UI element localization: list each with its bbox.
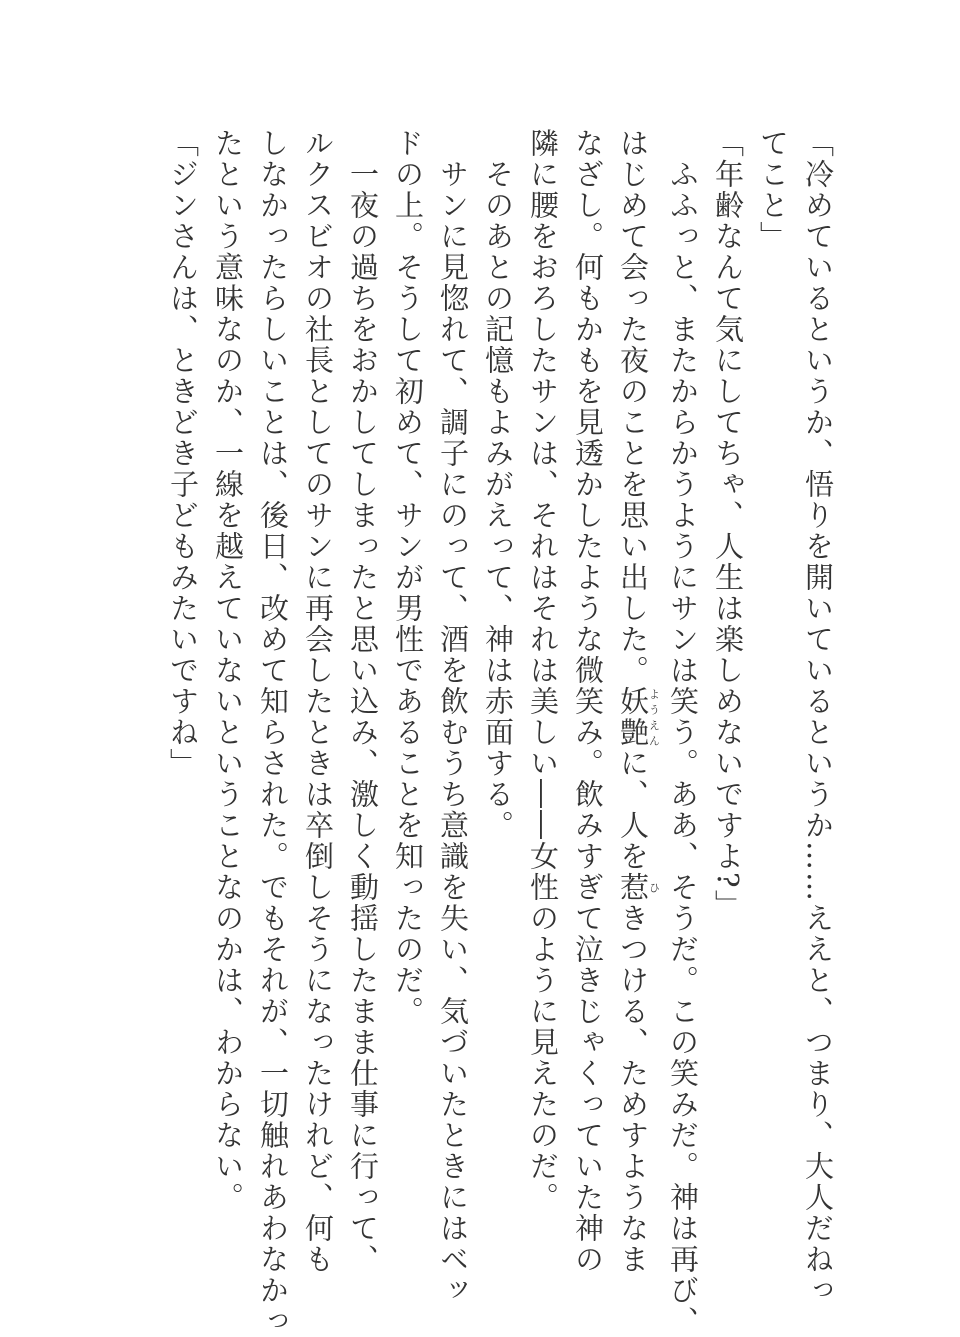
- text-column-7: 隣に腰をおろしたサンは、それはそれは美しい――女性のように見えたのだ。: [526, 128, 560, 1213]
- text-column-6: なざし。何もかもを見透かしたような微笑み。飲みすぎて泣きじゃくっていた神の: [571, 128, 605, 1275]
- text-column-1: 「冷めているというか、悟りを開いているというか……ええと、つまり、大人だねっ: [801, 128, 835, 1306]
- vertical-text-body: [160, 128, 840, 1337]
- text-column-15: 「ジンさんは、ときどき子どもみたいですね」: [166, 128, 200, 779]
- text-column-5: [610, 128, 661, 1275]
- text-column-11: 一夜の過ちをおかしてしまったと思い込み、激しく動揺したまま仕事に行って、: [346, 128, 380, 1275]
- text-column-8: そのあとの記憶もよみがえって、神は赤面する。: [481, 128, 515, 841]
- text-column-14: たという意味なのか、一線を越えていないということなのかは、わからない。: [211, 128, 245, 1213]
- text-column-5-end: きつける、ためすようなま: [616, 903, 650, 1275]
- ruby-hi-base: 惹: [616, 872, 650, 903]
- text-column-12: ルクスビオの社長としてのサンに再会したときは卒倒しそうになったけれど、何も: [301, 128, 335, 1275]
- text-column-5-start: はじめて会った夜のことを思い出した。: [616, 128, 650, 686]
- ruby-hi: [616, 872, 661, 903]
- text-column-9: サンに見惚れて、調子にのって、酒を飲むうち意識を失い、気づいたときにはベッ: [436, 128, 470, 1306]
- text-column-5-middle: に、人を: [616, 748, 650, 872]
- ruby-youen: [616, 686, 661, 748]
- text-column-4: ふふっと、またからかうようにサンは笑う。ああ、そうだ。この笑みだ。神は再び、: [666, 128, 700, 1337]
- text-column-13: しなかったらしいことは、後日、改めて知らされた。でもそれが、一切触れあわなかっ: [256, 128, 290, 1337]
- text-column-3: 「年齢なんて気にしてちゃ、人生は楽しめないですよ?」: [711, 128, 745, 921]
- ruby-youen-reading: ようえん: [647, 686, 661, 748]
- ruby-youen-base: 妖艶: [616, 686, 650, 748]
- text-column-2: てこと」: [756, 128, 790, 252]
- ruby-hi-reading: ひ: [647, 872, 661, 903]
- text-column-10: ドの上。そうして初めて、サンが男性であることを知ったのだ。: [391, 128, 425, 1027]
